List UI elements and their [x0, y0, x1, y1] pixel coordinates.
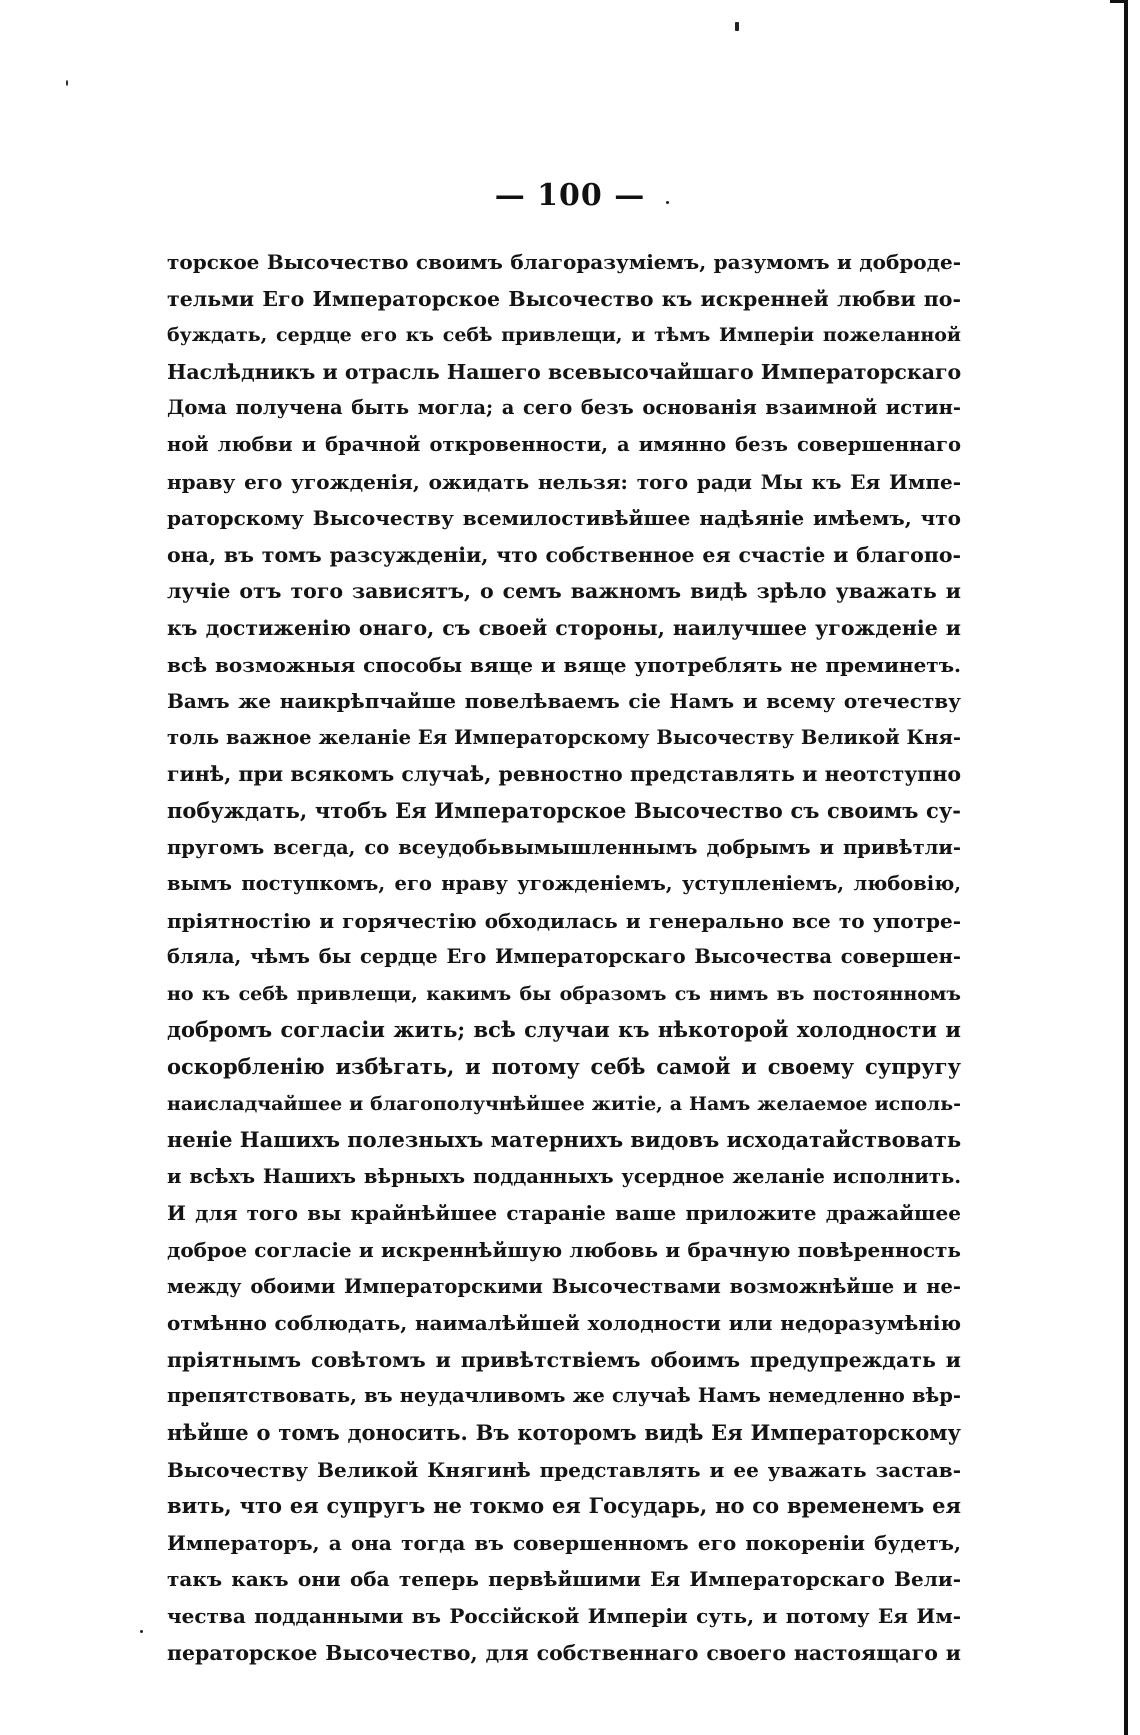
- text-line: ператорское Высочество, для собственнаго своего настоящаго и: [167, 1640, 961, 1665]
- text-line: раторскому Высочеству всемилостивѣйшее надѣяніе имѣемъ, что: [167, 506, 961, 531]
- text-line: Высочеству Великой Княгинѣ представлять и ее уважать застав-: [167, 1457, 961, 1482]
- text-line: Вамъ же наикрѣпчайше повелѣваемъ сіе Намъ и всему отечеству: [167, 689, 961, 714]
- text-line: буждать, сердце его къ себѣ привлещи, и тѣмъ Имперіи пожеланной: [167, 324, 961, 347]
- scan-edge-line: [1124, 0, 1128, 1735]
- text-line: чества подданными въ Россійской Имперіи суть, и потому Ея Им-: [167, 1603, 961, 1628]
- text-line: добромъ согласіи жить; всѣ случаи къ нѣкоторой холодности и: [167, 1017, 961, 1043]
- text-line: вить, что ея супругъ не токмо ея Государь, но со временемъ ея: [167, 1493, 961, 1519]
- text-line: такъ какъ они оба теперь первѣйшими Ея Императорскаго Вели-: [167, 1567, 961, 1592]
- text-line: оскорбленію избѣгать, и потому себѣ самой и своему супругу: [167, 1054, 961, 1080]
- text-line: пріятностію и горячестію обходилась и генерально все то употре-: [167, 908, 961, 933]
- text-line: толь важное желаніе Ея Императорскому Высочеству Великой Кня-: [167, 725, 961, 749]
- text-line: бляла, чѣмъ бы сердце Его Императорскаго Высочества совершен-: [167, 945, 961, 969]
- text-line: Дома получена быть могла; а сего безъ основанія взаимной истин-: [167, 396, 961, 420]
- scan-speck: [66, 80, 68, 86]
- page-number: — 100 —: [494, 178, 646, 213]
- body-text: [167, 244, 961, 1671]
- scan-edge-mark: [1110, 0, 1128, 3]
- text-line: всѣ возможныя способы вяще и вяще употреблять не преминетъ.: [167, 652, 961, 677]
- text-line: Императоръ, а она тогда въ совершенномъ его покореніи будетъ,: [167, 1530, 961, 1555]
- text-line: доброе согласіе и искреннѣйшую любовь и брачную повѣренность: [167, 1238, 961, 1263]
- text-line: наисладчайшее и благополучнѣйшее житіе, а Намъ желаемое исполь-: [167, 1092, 961, 1115]
- text-line: но къ себѣ привлещи, какимъ бы образомъ съ нимъ въ постоянномъ: [167, 982, 961, 1005]
- scan-speck: [735, 22, 739, 31]
- text-line: вымъ поступкомъ, его нраву угожденіемъ, уступленіемъ, любовію,: [167, 872, 961, 896]
- text-line: она, въ томъ разсужденіи, что собственное ея счастіе и благопо-: [167, 542, 961, 567]
- text-line: и всѣхъ Нашихъ вѣрныхъ подданныхъ усердное желаніе исполнить.: [167, 1164, 961, 1188]
- text-line: пругомъ всегда, со всеудобьвымышленнымъ добрымъ и привѣтли-: [167, 835, 961, 859]
- text-line: побуждать, чтобъ Ея Императорское Высочество съ своимъ су-: [167, 797, 961, 823]
- text-line: отмѣнно соблюдать, наималѣйшей холодности или недоразумѣнію: [167, 1311, 961, 1336]
- text-line: къ достиженію онаго, съ своей стороны, наилучшее угожденіе и: [167, 615, 961, 640]
- text-line: Наслѣдникъ и отрасль Нашего всевысочайшаго Императорскаго: [167, 359, 961, 384]
- text-line: препятствовать, въ неудачливомъ же случаѣ Намъ немедленно вѣр-: [167, 1384, 961, 1408]
- text-line: ной любви и брачной откровенности, а имянно безъ совершеннаго: [167, 432, 961, 456]
- text-line: тельми Его Императорское Высочество къ искренней любви по-: [167, 286, 961, 311]
- text-line: лучіе отъ того зависятъ, о семъ важномъ видѣ зрѣло уважать и: [167, 579, 961, 604]
- text-line: между обоими Императорскими Высочествами возможнѣйше и не-: [167, 1274, 961, 1298]
- scan-speck: [140, 1630, 143, 1633]
- text-line: гинѣ, при всякомъ случаѣ, ревностно представлять и неотступно: [167, 762, 961, 787]
- text-line: нраву его угожденія, ожидать нельзя: того ради Мы къ Ея Импе-: [167, 469, 961, 494]
- text-line: И для того вы крайнѣйшее стараніе ваше приложите дражайшее: [167, 1201, 961, 1226]
- text-line: пріятнымъ совѣтомъ и привѣтствіемъ обоимъ предупреждать и: [167, 1347, 961, 1372]
- text-line: нѣйше о томъ доносить. Въ которомъ видѣ Ея Императорскому: [167, 1420, 961, 1445]
- text-line: торское Высочество своимъ благоразуміемъ, разумомъ и доброде-: [167, 250, 961, 274]
- text-line: неніе Нашихъ полезныхъ матернихъ видовъ исходатайствовать: [167, 1127, 961, 1153]
